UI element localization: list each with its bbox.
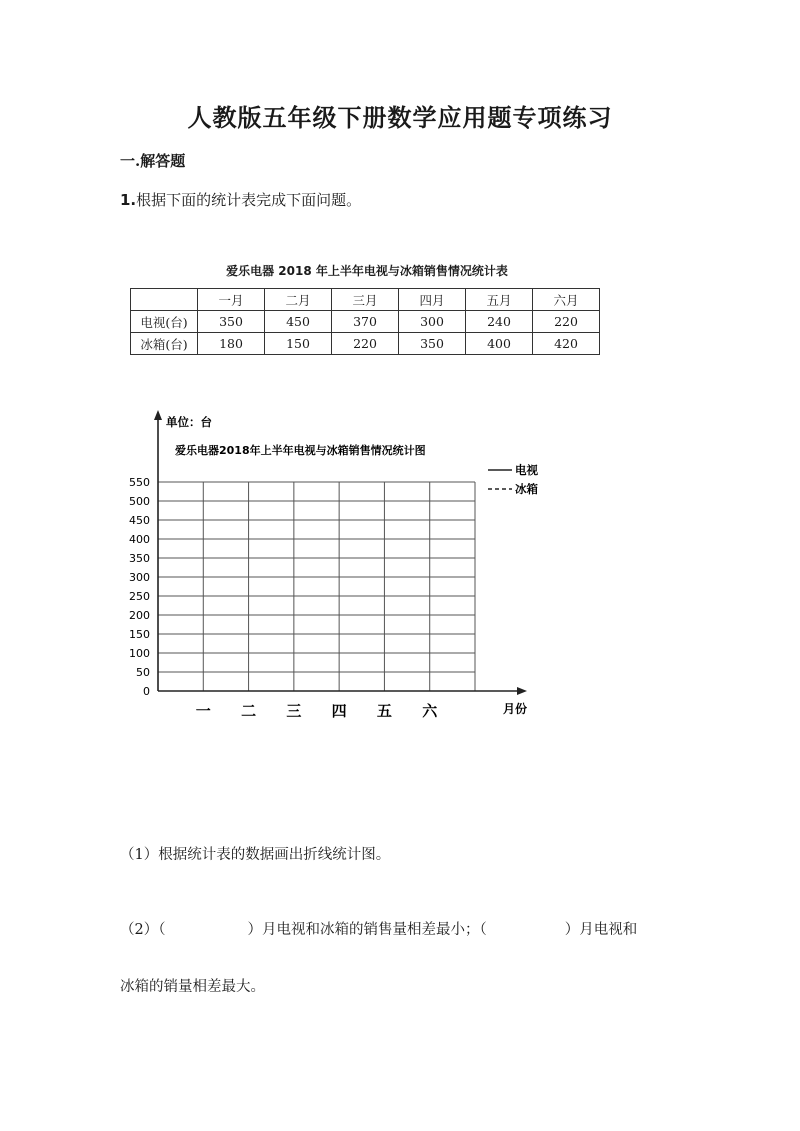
section-heading: 一.解答题 bbox=[120, 152, 186, 170]
y-tick-label: 150 bbox=[129, 628, 150, 641]
legend-label-tv: 电视 bbox=[515, 463, 538, 477]
table-cell: 220 bbox=[533, 311, 600, 333]
table-header-cell: 五月 bbox=[466, 289, 533, 311]
x-tick-label: 三 bbox=[286, 702, 302, 720]
y-tick-labels bbox=[129, 476, 150, 698]
y-tick-label: 350 bbox=[129, 552, 150, 565]
table-cell: 240 bbox=[466, 311, 533, 333]
y-tick-label: 250 bbox=[129, 590, 150, 603]
y-tick-label: 0 bbox=[143, 685, 150, 698]
table-header-cell: 六月 bbox=[533, 289, 600, 311]
y-tick-label: 500 bbox=[129, 495, 150, 508]
y-tick-label: 100 bbox=[129, 647, 150, 660]
y-tick-label: 450 bbox=[129, 514, 150, 527]
page-title: 人教版五年级下册数学应用题专项练习 bbox=[187, 103, 613, 132]
table-cell: 150 bbox=[265, 333, 332, 355]
sub2-part-a: （2）（ bbox=[120, 922, 166, 938]
y-tick-label: 400 bbox=[129, 533, 150, 546]
table-cell: 350 bbox=[399, 333, 466, 355]
x-tick-label: 五 bbox=[376, 702, 392, 720]
question-text: 根据下面的统计表完成下面问题。 bbox=[136, 191, 362, 209]
question-number: 1. bbox=[120, 191, 137, 209]
table-cell: 350 bbox=[198, 311, 265, 333]
x-axis-label: 月份 bbox=[503, 702, 528, 716]
y-tick-label: 50 bbox=[136, 666, 150, 679]
table-header-cell: 三月 bbox=[332, 289, 399, 311]
table-cell: 300 bbox=[399, 311, 466, 333]
row-label: 电视(台) bbox=[131, 311, 198, 333]
row-label: 冰箱(台) bbox=[131, 333, 198, 355]
y-axis-arrow bbox=[154, 410, 162, 420]
unit-label: 单位：台 bbox=[166, 415, 212, 429]
y-tick-label: 200 bbox=[129, 609, 150, 622]
table-header-cell: 二月 bbox=[265, 289, 332, 311]
table-title: 爱乐电器 2018 年上半年电视与冰箱销售情况统计表 bbox=[226, 264, 508, 278]
table-cell: 450 bbox=[265, 311, 332, 333]
table-header-cell: 四月 bbox=[399, 289, 466, 311]
sub-question-2 bbox=[120, 918, 637, 939]
chart-grid bbox=[158, 482, 475, 691]
x-tick-label: 一 bbox=[195, 702, 211, 720]
x-tick-label: 二 bbox=[241, 702, 257, 720]
table-cell: 180 bbox=[198, 333, 265, 355]
table-cell: 420 bbox=[533, 333, 600, 355]
sub2-part-b: ）月电视和冰箱的销售量相差最小；（ bbox=[247, 922, 487, 938]
x-tick-label: 六 bbox=[422, 702, 438, 720]
legend-label-fridge: 冰箱 bbox=[515, 482, 538, 496]
sub-question-1: （1）根据统计表的数据画出折线统计图。 bbox=[120, 847, 391, 863]
table-cell: 400 bbox=[466, 333, 533, 355]
table-header-cell: 一月 bbox=[198, 289, 265, 311]
x-tick-label: 四 bbox=[331, 702, 347, 720]
sub-question-2-line2: 冰箱的销量相差最大。 bbox=[120, 979, 265, 995]
table-cell: 220 bbox=[332, 333, 399, 355]
table-cell: 370 bbox=[332, 311, 399, 333]
y-tick-label: 550 bbox=[129, 476, 150, 489]
y-tick-label: 300 bbox=[129, 571, 150, 584]
sub2-part-c: ）月电视和 bbox=[564, 922, 638, 938]
chart-legend bbox=[488, 463, 538, 496]
chart-title: 爱乐电器2018年上半年电视与冰箱销售情况统计图 bbox=[175, 444, 426, 457]
x-tick-labels bbox=[196, 702, 438, 720]
x-axis-arrow bbox=[517, 687, 527, 695]
